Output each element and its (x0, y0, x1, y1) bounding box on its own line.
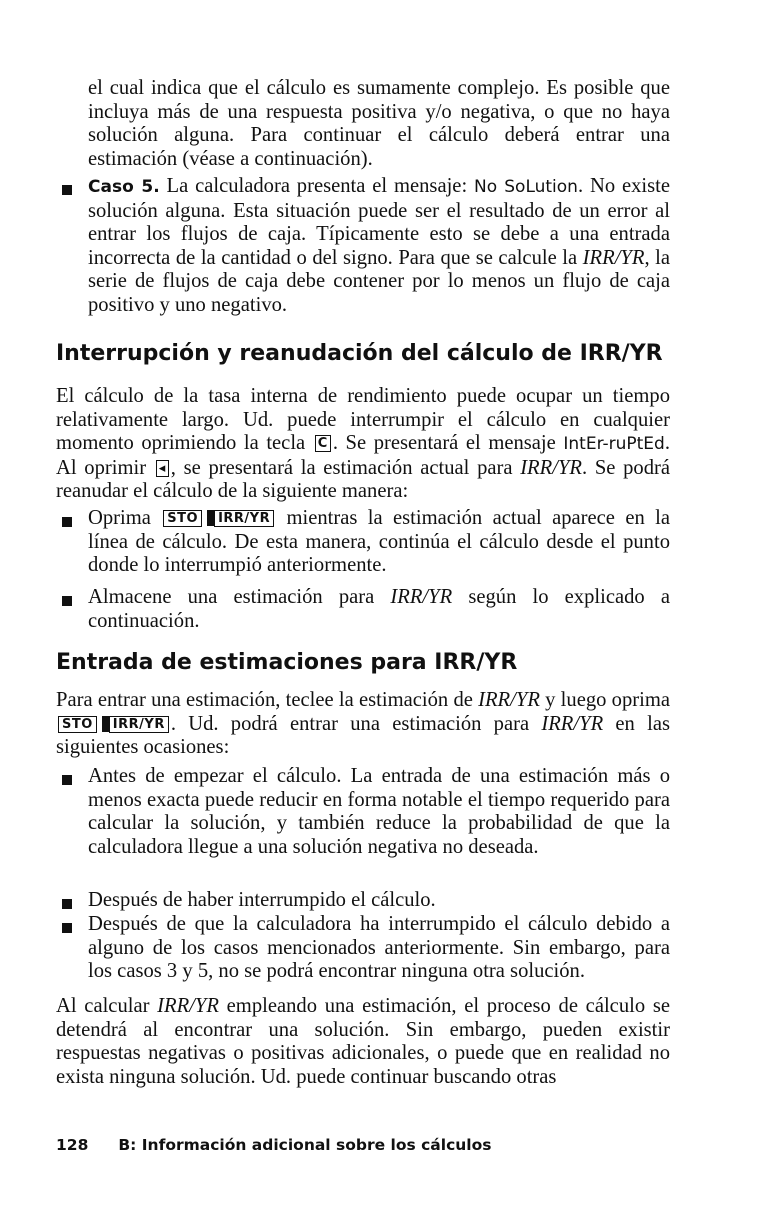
section2-text-1: Para entrar una estimación, teclee la estimación de (56, 689, 479, 711)
closing-text-2: empleando una estimación, el proceso de cálculo se detendrá al encontrar una solución. Sin embargo, pueden existir respuestas negativas o positivas adicionales, o puede que en realidad no exista ninguna solución. Ud. puede continuar buscando otras (56, 995, 670, 1088)
section1-text-3: . Al oprimir (56, 432, 670, 479)
caso5-paragraph (88, 175, 670, 318)
page-footer (56, 1136, 492, 1154)
closing-text-1: Al calcular (56, 995, 158, 1017)
section1-paragraph (56, 385, 670, 504)
caso5-text-3: , la serie de flujos de caja debe contener por lo menos un flujo de caja positivo y uno negativo. (88, 246, 670, 316)
key-sto: STO (58, 716, 97, 733)
section1-bullet-2 (88, 586, 670, 633)
key-irr-yr: IRR/YR (109, 716, 169, 733)
section1-bullet-2-irr-term: IRR/YR (390, 586, 453, 608)
caso5-display-message: No SoLution (474, 177, 578, 197)
section2-irr-term-1: IRR/YR (478, 689, 540, 711)
continuation-text: el cual indica que el cálculo es sumamente complejo. Es posible que incluya más de una respuesta positiva y/o negativa, o que no haya solución alguna. Para continuar el cálculo deberá entrar una estimación (véase a continuación). (88, 77, 670, 170)
caso5-label: Caso 5. (88, 177, 160, 197)
page-number: 128 (56, 1136, 89, 1154)
key-c: C (315, 435, 331, 452)
closing-paragraph (56, 995, 670, 1089)
section1-bullet-1-text-1: Oprima (88, 507, 162, 529)
key-sto: STO (163, 510, 202, 527)
section1-bullet-1-text-2: mientras la estimación actual aparece en la línea de cálculo. De esta manera, continúa el cálculo desde el punto donde lo interrumpió anteriormente. (88, 507, 670, 577)
shift-key-icon (207, 510, 214, 526)
section1-text-5: . Se podrá reanudar el cálculo de la siguiente manera: (56, 456, 670, 503)
section2-paragraph (56, 689, 670, 760)
key-backspace-arrow: ◂ (156, 460, 169, 477)
section1-bullet-1 (88, 507, 670, 578)
section1-bullet-2-text-2: según lo explicado a continuación. (88, 586, 670, 632)
section1-text-1: El cálculo de la tasa interna de rendimiento puede ocupar un tiempo relativamente largo. Ud. puede interrumpir el cálculo en cualquier momento oprimiendo la tecla (56, 385, 670, 455)
caso5-irr-term: IRR/YR (582, 246, 645, 269)
section2-text-3: . Ud. podrá entrar una estimación para (170, 712, 542, 735)
key-irr-yr: IRR/YR (214, 510, 274, 527)
continuation-paragraph (88, 77, 670, 171)
section2-bullet-1: Antes de empezar el cálculo. La entrada de una estimación más o menos exacta puede reducir en forma notable el tiempo requerido para calcular la solución, y también reduce la probabilidad de que la calculadora llegue a una solución negativa no deseada. (88, 765, 670, 858)
section1-bullet-2-text-1: Almacene una estimación para (88, 586, 391, 608)
shift-key-icon (102, 716, 109, 732)
section1-text-4: , se presentará la estimación actual para (170, 456, 521, 479)
section1-irr-term: IRR/YR (520, 456, 582, 479)
section2-irr-term-2: IRR/YR (541, 712, 604, 735)
closing-irr-term: IRR/YR (157, 995, 219, 1017)
section2-text-2: y luego oprima (539, 689, 670, 711)
section2-text-4: en las siguientes ocasiones: (56, 712, 670, 759)
caso5-text-1: La calculadora presenta el mensaje: (159, 175, 475, 197)
section1-text-2: . Se presentará el mensaje (332, 432, 564, 455)
footer-chapter-title: B: Información adicional sobre los cálculos (118, 1136, 492, 1154)
caso5-text-2: . No existe solución alguna. Esta situación puede ser el resultado de un error al entrar los flujos de caja. Típicamente esto se debe a una entrada incorrecta de la cantidad o del signo. Para que se calcule la (88, 175, 671, 269)
section2-bullet-3: Después de que la calculadora ha interrumpido el cálculo debido a alguno de los casos mencionados anteriormente. Sin embargo, para los casos 3 y 5, no se podrá encontrar ninguna otra solución. (88, 913, 670, 983)
section-heading-estimates: Entrada de estimaciones para IRR/YR (56, 650, 518, 675)
section1-display-message: IntEr-ruPtEd (563, 434, 665, 455)
section-heading-interrupt: Interrupción y reanudación del cálculo de IRR/YR (56, 341, 663, 366)
section2-bullet-2: Después de haber interrumpido el cálculo. (88, 889, 436, 911)
